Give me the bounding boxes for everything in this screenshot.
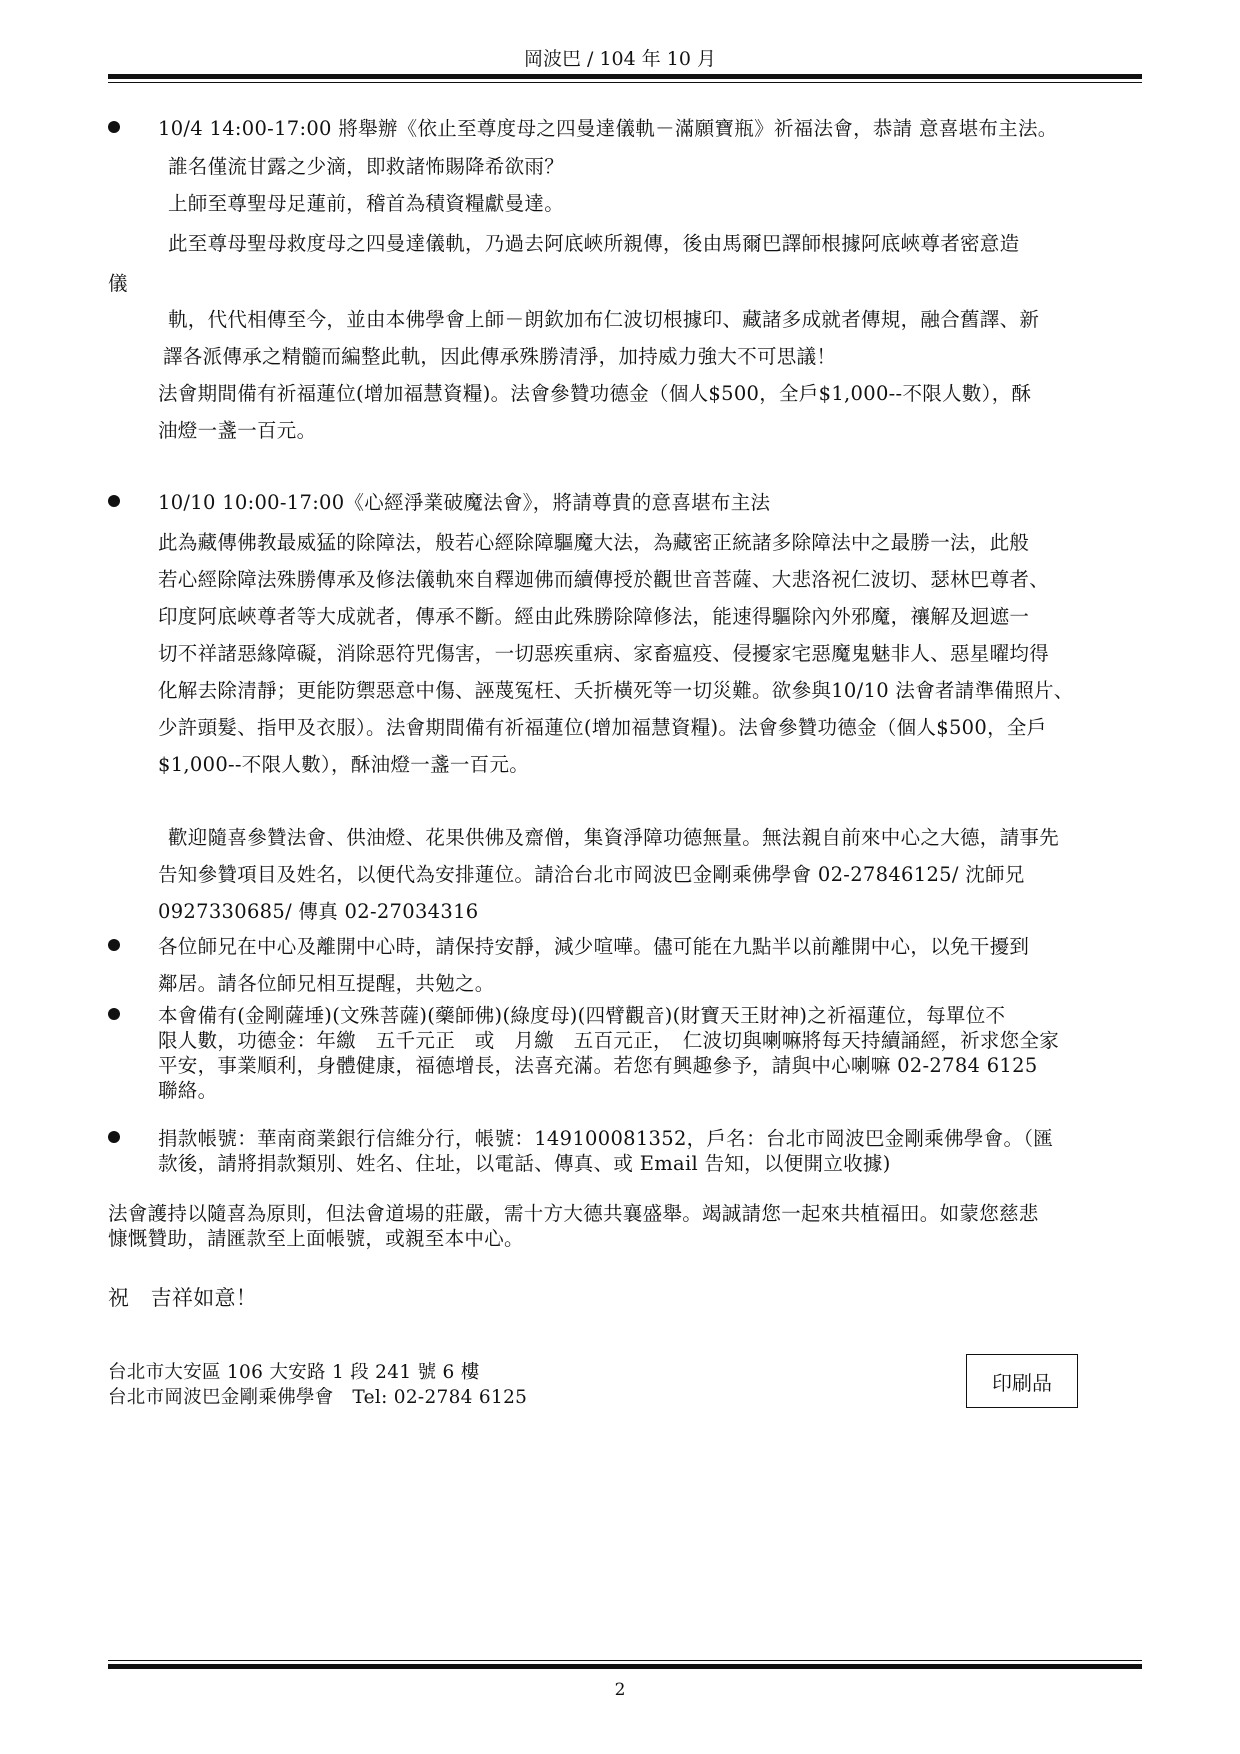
welcome-line: 0927330685/ 傳真 02-27034316: [158, 900, 479, 923]
item2-line: 印度阿底峽尊者等大成就者，傳承不斷。經由此殊勝除障修法，能速得驅除內外邪魔，禳解及迴遮一: [158, 605, 1030, 628]
bullet-icon: [108, 939, 120, 951]
item3-line: 各位師兄在中心及離開中心時，請保持安靜，減少喧嘩。儘可能在九點半以前離開中心，以免干擾到: [158, 935, 1030, 958]
item1-line: 軌，代代相傳至今，並由本佛學會上師－朗欽加布仁波切根據印、藏諸多成就者傳規，融合舊譯、新: [168, 308, 1040, 331]
printed-matter-stamp: 印刷品: [966, 1354, 1078, 1408]
header-rule: [108, 74, 1142, 79]
page-number: 2: [614, 1680, 626, 1700]
footer-rule-thin: [108, 1660, 1142, 1661]
footer-rule: [108, 1664, 1142, 1669]
closing-line: 慷慨贊助，請匯款至上面帳號，或親至本中心。: [108, 1227, 524, 1250]
item1-line: 法會期間備有祈福蓮位(增加福慧資糧)。法會參贊功德金（個人$500，全戶$1,000--不限人數），酥: [158, 382, 1032, 405]
address-line: 台北市大安區 106 大安路 1 段 241 號 6 樓: [108, 1362, 480, 1383]
item2-line: 化解去除清靜；更能防禦惡意中傷、誣蔑冤枉、夭折橫死等一切災難。欲參與10/10 法會者請準備照片、: [158, 679, 1074, 702]
item2-line: 此為藏傳佛教最威猛的除障法，般若心經除障驅魔大法，為藏密正統諸多除障法中之最勝一法，此般: [158, 531, 1030, 554]
bullet-icon: [108, 1131, 120, 1143]
item3-line: 鄰居。請各位師兄相互提醒，共勉之。: [158, 972, 495, 995]
item4-line: 限人數，功德金：年繳 五千元正 或 月繳 五百元正， 仁波切與喇嘛將每天持續誦經，祈求您全家: [158, 1029, 1060, 1052]
running-header: 岡波巴 / 104 年 10 月: [523, 48, 717, 70]
item2-line: $1,000--不限人數），酥油燈一盞一百元。: [158, 753, 530, 776]
address-line: 台北市岡波巴金剛乘佛學會 Tel: 02-2784 6125: [108, 1387, 528, 1408]
welcome-line: 歡迎隨喜參贊法會、供油燈、花果供佛及齋僧，集資淨障功德無量。無法親自前來中心之大德，請事先: [168, 826, 1060, 849]
item2-line: 少許頭髮、指甲及衣服）。法會期間備有祈福蓮位(增加福慧資糧)。法會參贊功德金（個人$500，全戶: [158, 716, 1047, 739]
blessing: 祝 吉祥如意！: [108, 1286, 258, 1310]
item5-line: 款後，請將捐款類別、姓名、住址，以電話、傳真、或 Email 告知，以便開立收據): [158, 1152, 891, 1175]
item1-line: 油燈一盞一百元。: [158, 419, 317, 442]
item1-line: 上師至尊聖母足蓮前，稽首為積資糧獻曼達。: [168, 192, 565, 215]
item1-line: 儀: [108, 272, 128, 295]
item4-line: 本會備有(金剛薩埵)(文殊菩薩)(藥師佛)(綠度母)(四臂觀音)(財寶天王財神)之祈福蓮位，每單位不: [158, 1004, 1006, 1027]
item2-line: 切不祥諸惡緣障礙，消除惡符咒傷害，一切惡疾重病、家畜瘟疫、侵擾家宅惡魔鬼魅非人、惡星曜均得: [158, 642, 1050, 665]
bullet-icon: [108, 121, 120, 133]
item5-line: 捐款帳號：華南商業銀行信維分行，帳號：149100081352，戶名：台北市岡波巴金剛乘佛學會。（匯: [158, 1127, 1054, 1150]
bullet-icon: [108, 1008, 120, 1020]
item2-line: 10/10 10:00-17:00《心經淨業破魔法會》，將請尊貴的意喜堪布主法: [158, 491, 771, 514]
item1-line: 誰名僅流甘露之少滴，即救諸怖賜降希欲雨？: [168, 155, 565, 178]
header-rule-thin: [108, 82, 1142, 83]
item1-line: 此至尊母聖母救度母之四曼達儀軌，乃過去阿底峽所親傳，後由馬爾巴譯師根據阿底峽尊者密意造: [168, 232, 1020, 255]
item4-line: 聯絡。: [158, 1079, 218, 1102]
closing-line: 法會護持以隨喜為原則，但法會道場的莊嚴，需十方大德共襄盛舉。竭誠請您一起來共植福田。如蒙您慈悲: [108, 1202, 1039, 1225]
welcome-line: 告知參贊項目及姓名，以便代為安排蓮位。請洽台北市岡波巴金剛乘佛學會 02-27846125/ 沈師兄: [158, 863, 1025, 886]
item2-line: 若心經除障法殊勝傳承及修法儀軌來自釋迦佛而續傳授於觀世音菩薩、大悲洛祝仁波切、瑟林巴尊者、: [158, 568, 1050, 591]
item4-line: 平安，事業順利，身體健康，福德增長，法喜充滿。若您有興趣參予，請與中心喇嘛 02-2784 6125: [158, 1054, 1038, 1077]
item1-line: 譯各派傳承之精髓而編整此軌，因此傳承殊勝清淨，加持威力強大不可思議！: [163, 345, 837, 368]
item1-line: 10/4 14:00-17:00 將舉辦《依止至尊度母之四曼達儀軌－滿願寶瓶》祈福法會，恭請 意喜堪布主法。: [158, 117, 1058, 140]
bullet-icon: [108, 495, 120, 507]
